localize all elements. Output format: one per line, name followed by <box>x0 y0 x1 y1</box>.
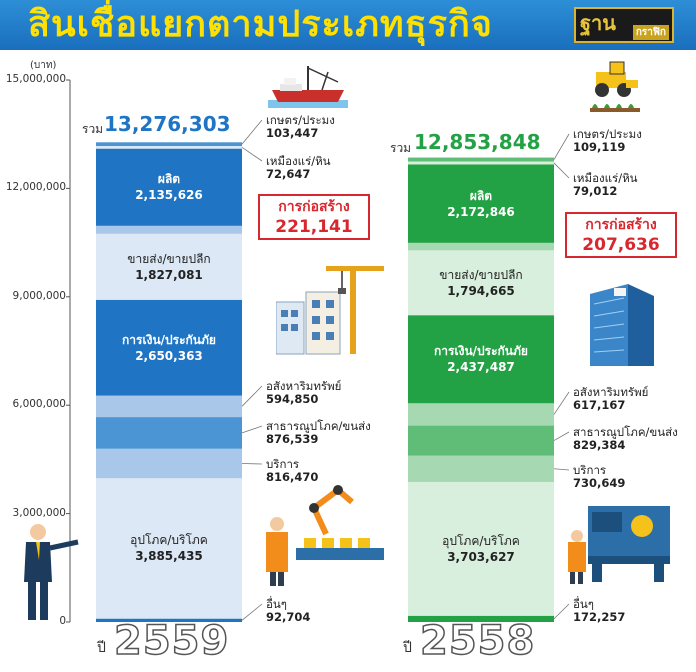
side-value-2559: 92,704 <box>266 610 311 624</box>
side-value-2558: 829,384 <box>573 438 626 452</box>
total-value-2558: 12,853,848 <box>414 130 541 154</box>
presenter-businessman-icon <box>20 520 80 624</box>
page-title: สินเชื่อแยกตามประเภทธุรกิจ <box>28 4 493 45</box>
year-prefix-2558: ปี <box>403 640 412 656</box>
y-tick-label: 3,000,000 <box>12 506 66 519</box>
segment-label-2559: การเงิน/ประกันภัย <box>122 332 216 347</box>
side-label-2559: สาธารณูปโภค/ขนส่ง <box>266 419 371 433</box>
leader-line <box>554 604 569 619</box>
lathe-machine-icon <box>568 486 672 586</box>
segment-label-2558: อุปโภค/บริโภค <box>442 533 520 548</box>
bar-segment-2559-4 <box>96 396 242 417</box>
leader-line <box>242 120 262 144</box>
office-building-icon <box>584 284 660 366</box>
leader-line <box>242 426 262 433</box>
bar-segment-2558-4 <box>408 403 554 425</box>
segment-value-2559: 2,650,363 <box>135 348 203 363</box>
construction-name-2558: การก่อสร้าง <box>585 217 657 233</box>
side-value-2559: 876,539 <box>266 432 319 446</box>
side-label-2559: เกษตร/ประมง <box>266 113 335 127</box>
segment-label-2558: การเงิน/ประกันภัย <box>434 344 528 359</box>
y-tick-label: 6,000,000 <box>12 398 66 411</box>
brand-logo-main: ฐาน <box>580 11 616 35</box>
fishing-boat-icon <box>268 62 348 112</box>
bar-segment-2558-3 <box>408 426 554 456</box>
factory-robot-arm-icon <box>266 478 386 588</box>
side-label-2558: เกษตร/ประมง <box>573 127 642 141</box>
side-value-2559: 103,447 <box>266 126 319 140</box>
segment-value-2558: 1,794,665 <box>447 283 515 298</box>
side-label-2559: อสังหาริมทรัพย์ <box>266 379 342 393</box>
bar-segment-2559-10 <box>96 142 242 146</box>
y-tick-label: 9,000,000 <box>12 289 66 302</box>
segment-value-2558: 3,703,627 <box>447 549 515 564</box>
side-label-2559: อื่นๆ <box>266 597 287 611</box>
construction-crane-icon <box>276 262 386 358</box>
total-value-2559: 13,276,303 <box>104 112 231 136</box>
year-label-2559: 2559 <box>114 618 230 664</box>
construction-value-2559: 221,141 <box>275 217 353 237</box>
segment-label-2558: ขายส่ง/ขายปลีก <box>439 267 523 282</box>
side-label-2558: อื่นๆ <box>573 597 594 611</box>
side-label-2558: บริการ <box>573 463 607 477</box>
construction-callout-2559 <box>258 194 370 240</box>
y-tick-label: 12,000,000 <box>5 181 66 194</box>
segment-value-2558: 2,172,846 <box>447 204 515 219</box>
side-label-2558: อสังหาริมทรัพย์ <box>573 385 649 399</box>
segment-label-2558: ผลิต <box>469 188 493 203</box>
y-tick-label: 0 <box>59 615 66 627</box>
side-value-2559: 72,647 <box>266 167 311 181</box>
leader-line <box>554 469 569 470</box>
segment-value-2559: 3,885,435 <box>135 549 203 564</box>
bar-segment-2559-3 <box>96 417 242 449</box>
bar-segment-2559-7 <box>96 226 242 234</box>
leader-line <box>554 134 569 160</box>
side-label-2558: สาธารณูปโภค/ขนส่ง <box>573 425 678 439</box>
bar-segment-2558-9 <box>408 161 554 164</box>
construction-callout-2558 <box>565 212 677 258</box>
year-prefix-2559: ปี <box>97 640 106 656</box>
segment-value-2559: 2,135,626 <box>135 188 203 203</box>
bar-segment-2558-7 <box>408 243 554 251</box>
year-label-2558: 2558 <box>420 618 536 664</box>
side-value-2558: 617,167 <box>573 398 626 412</box>
side-label-2559: บริการ <box>266 457 300 471</box>
total-label-2559: รวม <box>82 122 104 136</box>
leader-line <box>554 392 569 414</box>
total-label-2558: รวม <box>390 141 412 155</box>
segment-value-2559: 1,827,081 <box>135 267 203 282</box>
tractor-icon <box>586 58 644 116</box>
side-label-2559: เหมืองแร่/หิน <box>266 154 331 168</box>
bar-segment-2559-2 <box>96 449 242 479</box>
construction-value-2558: 207,636 <box>582 235 660 255</box>
side-value-2558: 79,012 <box>573 184 618 198</box>
bar-segment-2558-2 <box>408 456 554 482</box>
y-tick-label: 15,000,000 <box>5 73 66 85</box>
side-label-2558: เหมืองแร่/หิน <box>573 171 638 185</box>
side-value-2559: 594,850 <box>266 392 319 406</box>
leader-line <box>242 604 262 620</box>
leader-line <box>242 147 262 161</box>
y-axis-unit-label: (บาท) <box>30 60 57 71</box>
side-value-2559: 816,470 <box>266 470 319 484</box>
side-value-2558: 730,649 <box>573 476 626 490</box>
bar-segment-2558-10 <box>408 158 554 162</box>
segment-value-2558: 2,437,487 <box>447 360 515 375</box>
brand-logo-sub: กราฟิก <box>633 25 669 40</box>
leader-line <box>242 386 262 406</box>
segment-label-2559: ขายส่ง/ขายปลีก <box>127 251 211 266</box>
leader-line <box>554 432 569 441</box>
bar-segment-2559-9 <box>96 146 242 149</box>
segment-label-2559: อุปโภค/บริโภค <box>130 533 208 548</box>
construction-name-2559: การก่อสร้าง <box>278 199 350 215</box>
segment-label-2559: ผลิต <box>157 172 181 187</box>
side-value-2558: 172,257 <box>573 610 626 624</box>
side-value-2558: 109,119 <box>573 140 626 154</box>
leader-line <box>554 163 569 178</box>
